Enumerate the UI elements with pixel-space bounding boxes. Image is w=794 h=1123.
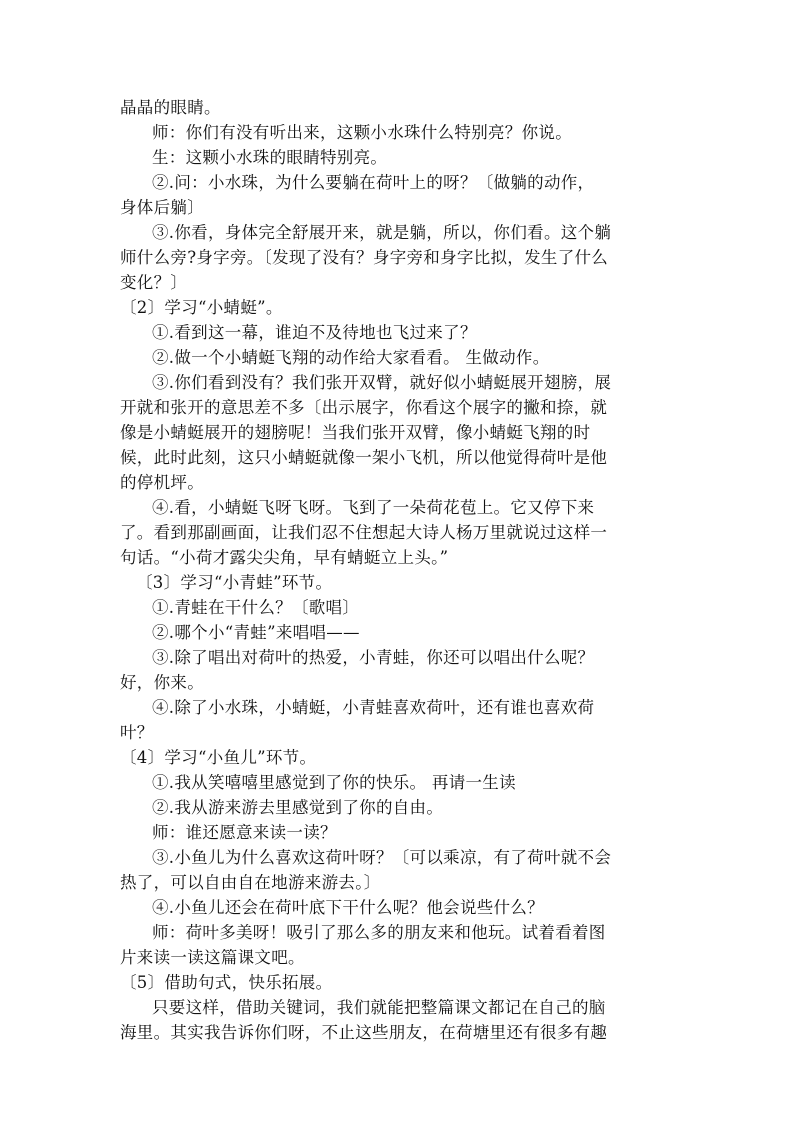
text-line: 变化？〕 <box>120 273 188 292</box>
text-line: ①.青蛙在干什么？〔歌唱〕 <box>152 598 360 617</box>
section-heading: 〔4〕学习“小鱼儿”环节。 <box>120 748 317 767</box>
text-line: 像是小蜻蜓展开的翅膀呢！当我们张开双臂，像小蜻蜓飞翔的时 <box>120 423 591 442</box>
text-line: 开就和张开的意思差不多〔出示展字，你看这个展字的撇和捺，就 <box>120 398 608 417</box>
section-heading: 〔3〕学习“小青蛙”环节。 <box>136 573 333 592</box>
text-line: ③.小鱼儿为什么喜欢这荷叶呀？〔可以乘凉，有了荷叶就不会 <box>152 848 612 867</box>
section-heading: 〔5〕借助句式，快乐拓展。 <box>120 973 333 992</box>
section-heading: 〔2〕学习“小蜻蜓”。 <box>120 298 283 317</box>
text-line: 晶晶的眼睛。 <box>120 98 221 117</box>
text-line: ④.看，小蜻蜓飞呀飞呀。飞到了一朵荷花苞上。它又停下来 <box>152 498 595 517</box>
text-line: ②.问：小水珠，为什么要躺在荷叶上的呀？〔做躺的动作， <box>152 173 595 192</box>
text-line: ③.你们看到没有？我们张开双臂，就好似小蜻蜓展开翅膀，展 <box>152 373 612 392</box>
text-line: ④.除了小水珠，小蜻蜓，小青蛙喜欢荷叶，还有谁也喜欢荷 <box>152 698 595 717</box>
text-line: 了。看到那副画面，让我们忍不住想起大诗人杨万里就说过这样一 <box>120 523 608 542</box>
text-line: 候，此时此刻，这只小蜻蜓就像一架小飞机，所以他觉得荷叶是他 <box>120 448 608 467</box>
text-line: 热了，可以自由自在地游来游去。〕 <box>120 873 381 892</box>
text-line: 片来读一读这篇课文吧。 <box>120 948 305 967</box>
text-line: 师：谁还愿意来读一读？ <box>152 823 337 842</box>
text-line: ②.哪个小“青蛙”来唱唱—— <box>152 623 360 642</box>
text-line: ③.你看，身体完全舒展开来，就是躺，所以，你们看。这个躺 <box>152 223 612 242</box>
text-line: 师：荷叶多美呀！吸引了那么多的朋友来和他玩。试着看着图 <box>152 923 606 942</box>
text-line: ④.小鱼儿还会在荷叶底下干什么呢？他会说些什么？ <box>152 898 544 917</box>
text-line: ①.我从笑嘻嘻里感觉到了你的快乐。 再请一生读 <box>152 773 516 792</box>
text-line: 叶？ <box>120 723 154 742</box>
text-line: 生：这颗小水珠的眼睛特别亮。 <box>152 148 388 167</box>
text-line: 海里。其实我告诉你们呀，不止这些朋友，在荷塘里还有很多有趣 <box>120 1023 608 1042</box>
text-line: ②.我从游来游去里感觉到了你的自由。 <box>152 798 444 817</box>
text-line: 师：你们有没有听出来，这颗小水珠什么特别亮？你说。 <box>152 123 572 142</box>
text-line: 只要这样，借助关键词，我们就能把整篇课文都记在自己的脑 <box>152 998 606 1017</box>
text-line: ②.做一个小蜻蜓飞翔的动作给大家看看。 生做动作。 <box>152 348 550 367</box>
text-line: 好，你来。 <box>120 673 204 692</box>
text-line: 师什么旁?身字旁。〔发现了没有？身字旁和身字比拟，发生了什么 <box>120 248 609 267</box>
text-line: 的停机坪。 <box>120 473 204 492</box>
text-line: ①.看到这一幕，谁迫不及待地也飞过来了？ <box>152 323 477 342</box>
text-line: ③.除了唱出对荷叶的热爱，小青蛙，你还可以唱出什么呢？ <box>152 648 595 667</box>
text-line: 句话。“小荷才露尖尖角，早有蜻蜓立上头。” <box>120 548 449 567</box>
text-line: 身体后躺〕 <box>120 198 204 217</box>
